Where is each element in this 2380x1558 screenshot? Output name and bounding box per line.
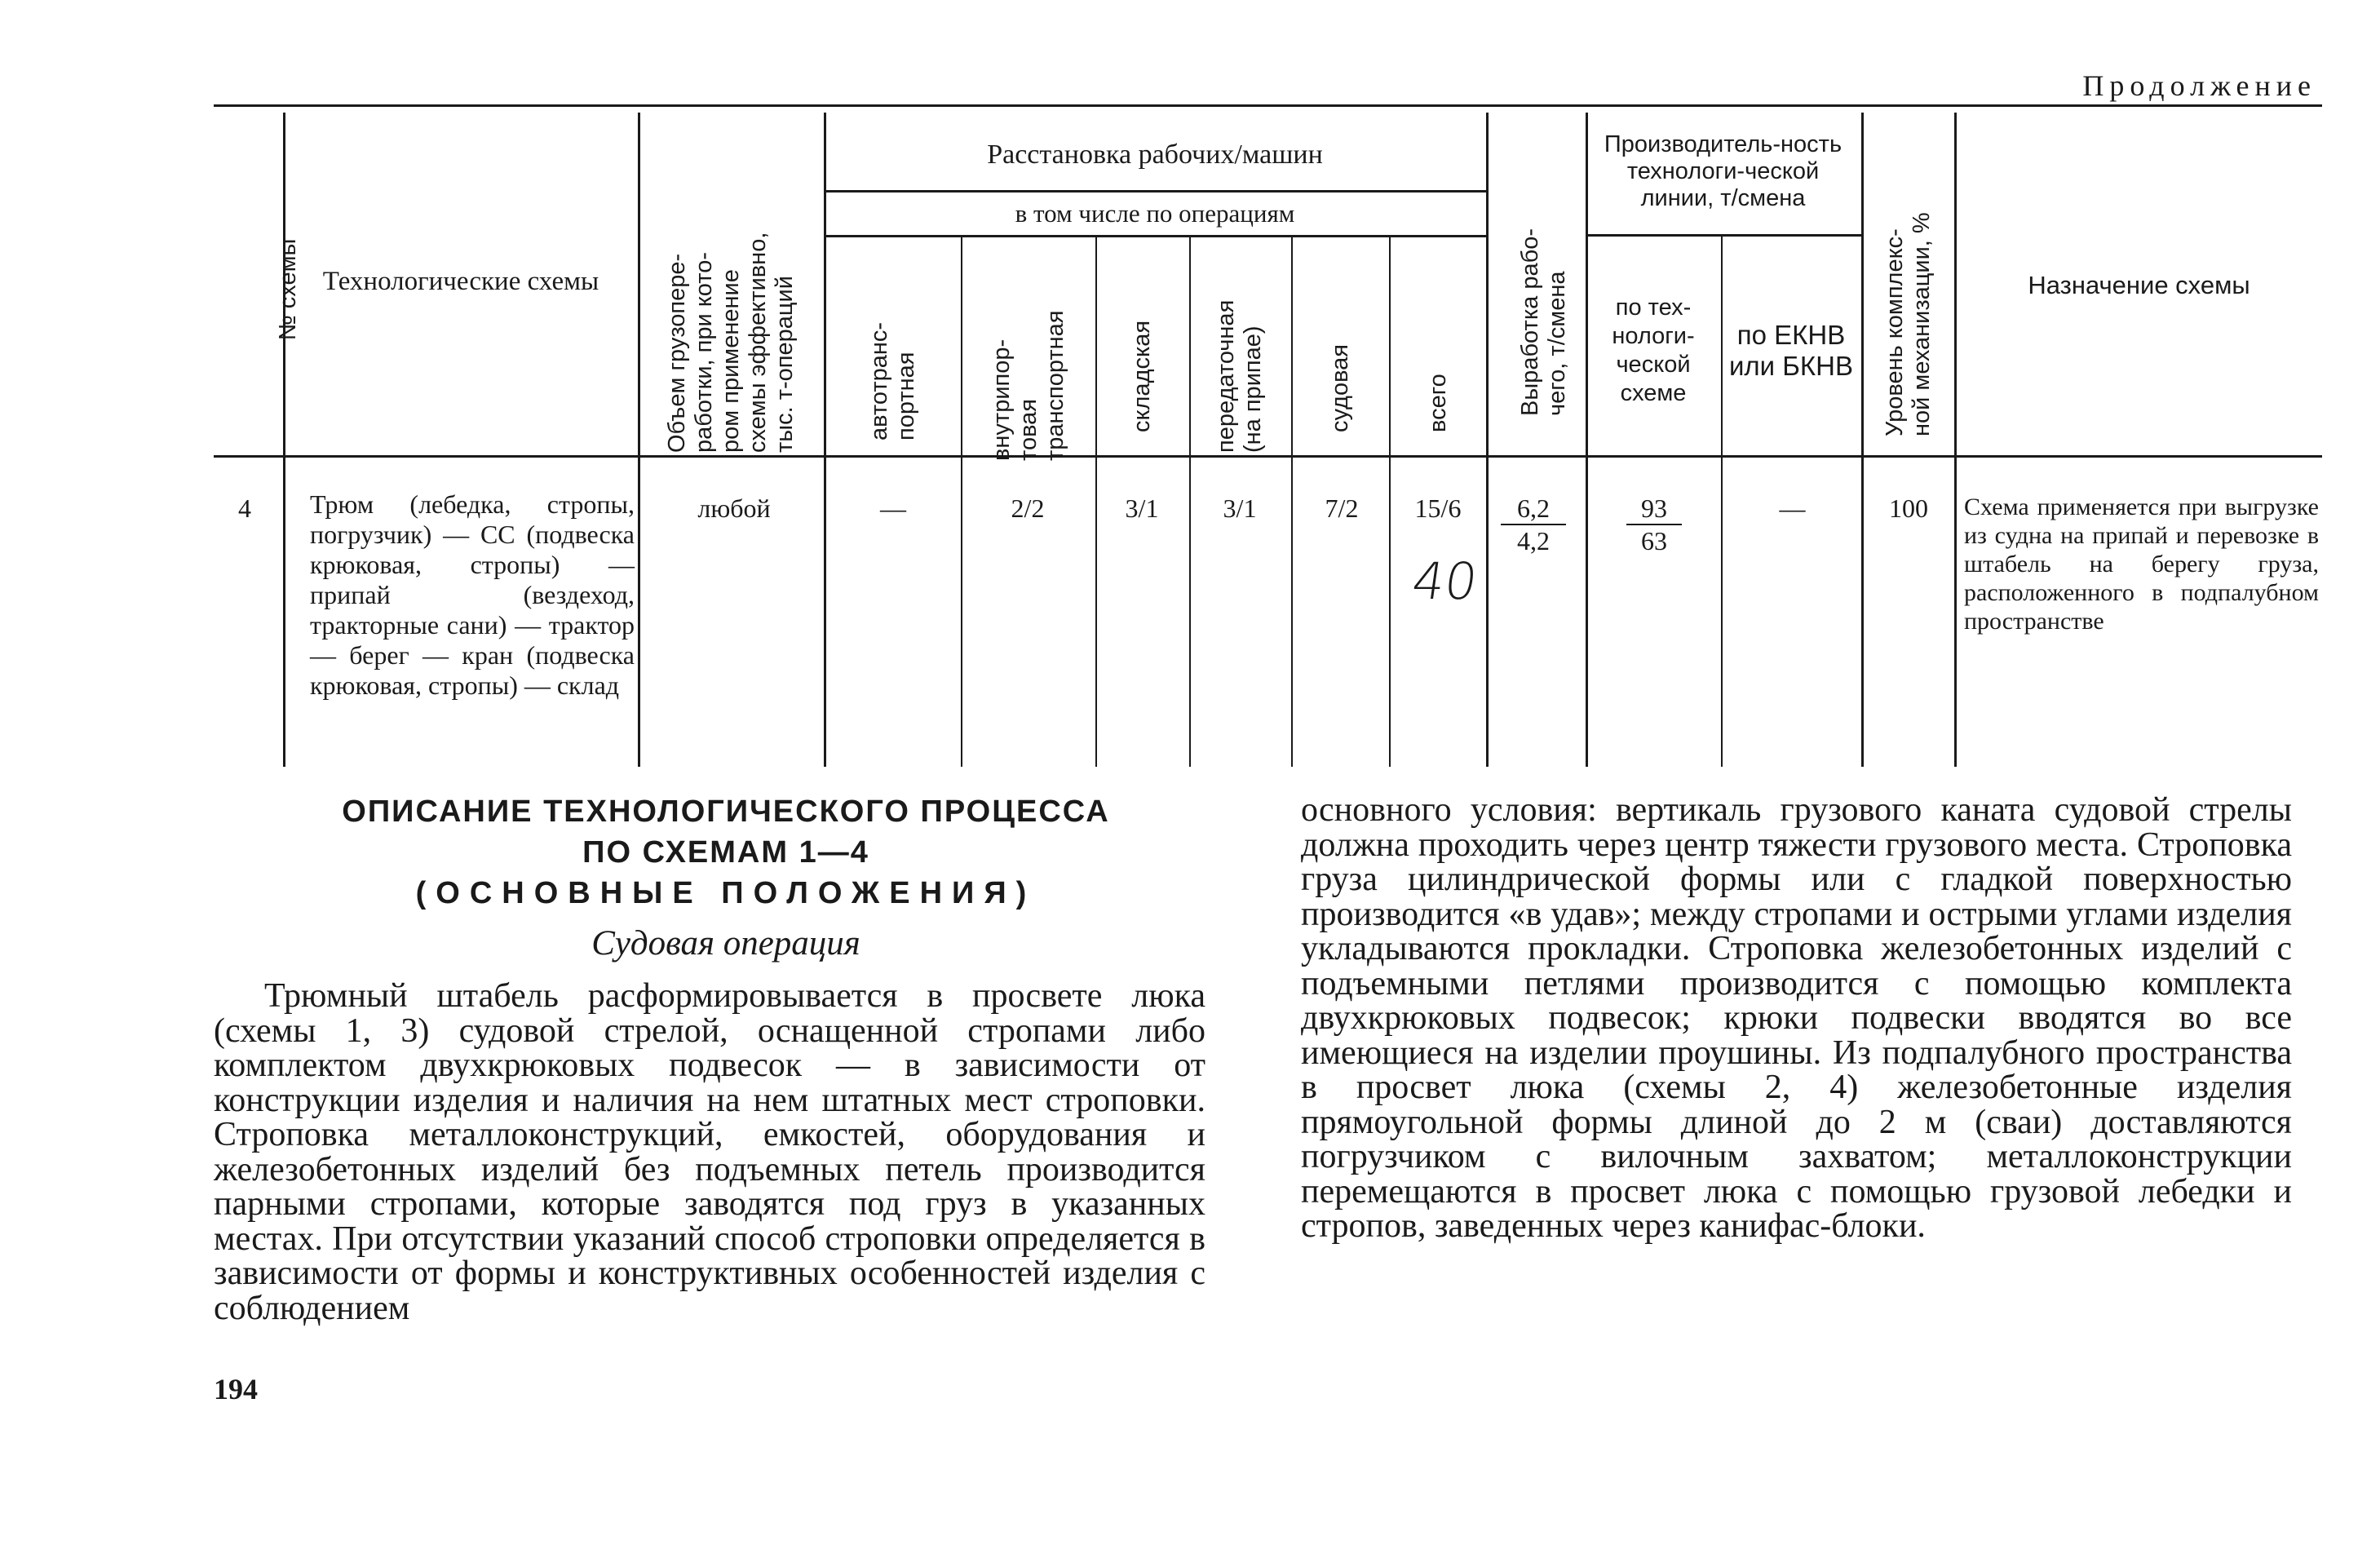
section-title-line2: ПО СХЕМАМ 1—4 (582, 835, 869, 870)
col-rule (1861, 113, 1864, 767)
col-rule (638, 113, 640, 767)
row-ship: 7/2 (1325, 494, 1359, 523)
column-header-purpose: Назначение схемы (2028, 271, 2250, 299)
table-top-rule (214, 104, 2322, 107)
column-header-transfer: передаточная (на припае) (1213, 299, 1266, 453)
productivity-subrule (1587, 234, 1861, 237)
column-header-number: № схемы (274, 238, 301, 341)
row-internal: 2/2 (1011, 494, 1045, 523)
col-rule (961, 237, 962, 767)
column-header-total: всего (1424, 374, 1451, 432)
column-header-auto: автотранс- портная (866, 321, 919, 440)
output-denominator: 4,2 (1517, 526, 1550, 555)
col-rule (1586, 113, 1588, 767)
column-header-internal: внутрипор- товая транспортная (988, 310, 1068, 461)
productivity-denominator: 63 (1641, 526, 1667, 555)
continuation-label: Продолжение (2082, 69, 2316, 102)
body-paragraph-right: основного условия: вертикаль грузового каната судовой стрелы должна проходить через центр тяжести грузового места. Строповка груза цилиндрической формы или с гладкой поверхностью производится «в удав»; между стропами и острыми углами изделия укладываются прокладки. Строповка железобетонных изделий с подъемными петлями производится с помощью комплекта двухкрюковых подвесок; крюки подвески вводятся во все имеющиеся на изделии проушины. Из подпалубного пространства в просвет люка (схемы 2, 4) железобетонные изделия прямоугольной формы длиной до 2 м (сваи) доставляются погрузчиком с вилочным захватом; металлоконструкции перемещаются в просвет люка с помощью грузовой лебедки и стропов, заведенных через канифас-блоки. (1301, 791, 2292, 1245)
row-ekhv: — (1779, 494, 1806, 523)
col-rule (1486, 113, 1489, 767)
row-total: 15/6 (1414, 494, 1462, 523)
column-header-ship: судовая (1326, 344, 1353, 432)
placement-subrule (824, 190, 1486, 193)
row-scheme-description: Трюм (лебедка, стропы, погрузчик) — СС (подвеска крюковая, стропы) — припай (вездеход, тракторные сани) — трактор — берег — кран (подвеска крюковая, стропы) — склад (310, 489, 635, 700)
col-rule (1954, 113, 1957, 767)
productivity-numerator: 93 (1626, 493, 1682, 525)
column-header-warehouse: складская (1128, 320, 1155, 432)
column-header-volume: Объем грузопере- работки, при кото- ром применение схемы эффективно, тыс. т-операций (663, 232, 798, 453)
column-header-placement: Расстановка рабочих/машин (987, 139, 1323, 170)
column-header-by-scheme: по тех-нологи-ческой схеме (1612, 294, 1695, 406)
row-volume: любой (697, 494, 771, 523)
output-numerator: 6,2 (1501, 493, 1566, 525)
operations-subrule (824, 235, 1486, 237)
row-mechanization: 100 (1889, 494, 1928, 523)
col-rule (1389, 237, 1391, 767)
column-header-operations: в том числе по операциям (1015, 199, 1295, 228)
column-header-by-ekhv: по ЕКНВ или БКНВ (1728, 320, 1853, 381)
column-header-productivity: Производитель-ность технологи-ческой линии, т/смена (1604, 131, 1843, 211)
col-rule (1189, 237, 1191, 767)
col-rule (1721, 237, 1723, 767)
row-number: 4 (238, 494, 251, 523)
row-auto: — (880, 494, 906, 523)
col-rule (824, 113, 826, 767)
section-title-line1: ОПИСАНИЕ ТЕХНОЛОГИЧЕСКОГО ПРОЦЕССА (342, 794, 1110, 829)
col-rule (1291, 237, 1293, 767)
body-paragraph-left: Трюмный штабель расформировывается в просвете люка (схемы 1, 3) судовой стрелой, оснащенной стропами либо комплектом двухкрюковых подвесок — в зависимости от конструкции изделия и наличия на нем штатных мест строповки. Строповка металлоконструкций, емкостей, оборудования и железобетонных изделий без подъемных петель производится парными стропами, которые заводятся под груз в указанных местах. При отсутствии указаний способ строповки определяется в зависимости от формы и конструктивных особенностей изделия с соблюдением (214, 977, 1205, 1327)
row-output (1501, 493, 1566, 556)
section-subtitle: Судовая операция (591, 924, 860, 963)
column-header-schemes: Технологические схемы (322, 267, 599, 296)
header-bottom-rule (214, 455, 2322, 458)
page-number: 194 (214, 1373, 258, 1405)
column-header-output: Выработка рабо- чего, т/смена (1517, 228, 1570, 416)
column-header-mechanization: Уровень комплекс- ной механизации, % (1882, 212, 1935, 436)
handwritten-note: 40 (1408, 551, 1482, 611)
section-title-line3: (ОСНОВНЫЕ ПОЛОЖЕНИЯ) (415, 876, 1037, 910)
row-productivity (1626, 493, 1682, 556)
col-rule (1095, 237, 1097, 767)
row-transfer: 3/1 (1223, 494, 1257, 523)
row-purpose: Схема применяется при выгрузке из судна на припай и перевозке в штабель на берегу груза, расположенного в подпалубном пространстве (1964, 494, 2319, 635)
row-warehouse: 3/1 (1125, 494, 1159, 523)
